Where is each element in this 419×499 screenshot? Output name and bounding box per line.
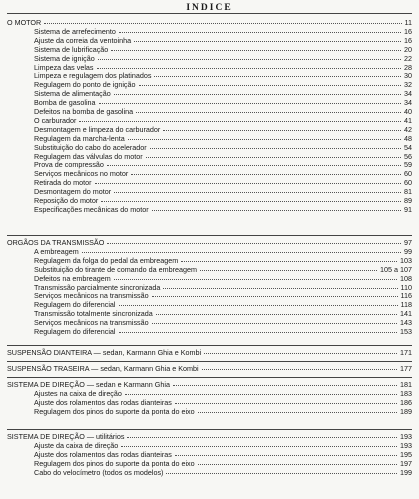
entry-label: Reposição do motor bbox=[34, 196, 99, 205]
entry-label: Regulagem da marcha-lenta bbox=[34, 133, 125, 143]
section-divider bbox=[7, 235, 412, 236]
toc-entry bbox=[0, 54, 419, 63]
section-title: SUSPENSÃO TRASEIRA — sedan, Karmann Ghia e Kombi bbox=[7, 364, 199, 373]
dot-leader bbox=[152, 210, 401, 211]
page-number: 171 bbox=[400, 348, 412, 357]
page-number: 181 bbox=[400, 380, 412, 389]
page-number: 60 bbox=[404, 178, 412, 188]
page-number: 193 bbox=[400, 432, 412, 441]
dot-leader bbox=[98, 59, 401, 60]
page-number: 32 bbox=[404, 80, 412, 90]
toc-entry bbox=[0, 450, 419, 459]
section-heading bbox=[0, 348, 419, 357]
section-title: ORGÃOS DA TRANSMISSÃO bbox=[7, 238, 105, 247]
section-heading bbox=[0, 432, 419, 441]
toc-entry bbox=[0, 407, 419, 416]
entry-label: Retirada do motor bbox=[34, 178, 92, 188]
toc-entry bbox=[0, 134, 419, 143]
dot-leader bbox=[97, 68, 401, 69]
page-number: 108 bbox=[400, 273, 412, 283]
section-title: SISTEMA DE DIREÇÃO — sedan e Karmann Ghia bbox=[7, 380, 170, 389]
dot-leader bbox=[173, 385, 397, 386]
dot-leader bbox=[107, 165, 401, 166]
entry-label: Ajustes na caixa de direção bbox=[34, 388, 122, 398]
dot-leader bbox=[44, 23, 402, 24]
toc-entry bbox=[0, 309, 419, 318]
entry-label: Ajuste da correia da ventoinha bbox=[34, 35, 132, 45]
dot-leader bbox=[152, 323, 397, 324]
toc-entry bbox=[0, 327, 419, 336]
toc-entry bbox=[0, 27, 419, 36]
entry-label: Serviços mecânicos na transmissão bbox=[34, 318, 149, 328]
page-number: 48 bbox=[404, 133, 412, 143]
toc-entry bbox=[0, 389, 419, 398]
page-number: 89 bbox=[404, 196, 412, 205]
section-title: SISTEMA DE DIREÇÃO — utilitários bbox=[7, 432, 125, 441]
entry-label: Desmontagem e limpeza do carburador bbox=[34, 124, 161, 134]
dot-leader bbox=[181, 261, 397, 262]
entry-label: Sistema de lubrificação bbox=[34, 44, 109, 54]
entry-label: Transmissão totalmente sincronizada bbox=[34, 309, 153, 319]
page-number: 153 bbox=[400, 327, 412, 336]
toc-entry bbox=[0, 169, 419, 178]
entry-label: Defeitos na embreagem bbox=[34, 273, 111, 283]
entry-label: Ajuste dos rolamentos das rodas dianteiras bbox=[34, 449, 172, 459]
entry-label: Serviços mecânicos na transmissão bbox=[34, 291, 149, 301]
page-number: 197 bbox=[400, 458, 412, 468]
entry-label: A embreagem bbox=[34, 246, 79, 256]
dot-leader bbox=[134, 41, 401, 42]
toc-entry bbox=[0, 89, 419, 98]
dot-leader bbox=[125, 394, 397, 395]
toc-entry bbox=[0, 36, 419, 45]
entry-label: Bomba de gasolina bbox=[34, 98, 96, 108]
entry-label: Transmissão parcialmente sincronizada bbox=[34, 282, 161, 292]
page-number: 81 bbox=[404, 187, 412, 197]
page-number: 195 bbox=[400, 449, 412, 459]
dot-leader bbox=[131, 174, 401, 175]
toc-entry bbox=[0, 45, 419, 54]
toc-entry bbox=[0, 300, 419, 309]
toc-entry bbox=[0, 178, 419, 187]
page-number: 189 bbox=[400, 406, 412, 416]
toc-entry bbox=[0, 205, 419, 214]
entry-label: Desmontagem do motor bbox=[34, 187, 112, 197]
page-number: 20 bbox=[404, 44, 412, 54]
page-number: 186 bbox=[400, 397, 412, 407]
dot-leader bbox=[154, 76, 401, 77]
toc-entry bbox=[0, 256, 419, 265]
entry-label: Regulagem da folga do pedal da embreagem bbox=[34, 255, 179, 265]
dot-leader bbox=[175, 455, 397, 456]
page-number: 16 bbox=[404, 26, 412, 36]
dot-leader bbox=[198, 464, 397, 465]
toc-entry bbox=[0, 318, 419, 327]
dot-leader bbox=[119, 32, 401, 33]
page-number: 28 bbox=[404, 62, 412, 72]
entry-label: Regulagem do ponto de ignição bbox=[34, 80, 136, 90]
entry-label: Regulagem do diferencial bbox=[34, 300, 116, 310]
dot-leader bbox=[111, 50, 401, 51]
dot-leader bbox=[82, 252, 401, 253]
page-number: 141 bbox=[400, 309, 412, 319]
toc-entry bbox=[0, 143, 419, 152]
page-number: 11 bbox=[404, 18, 412, 27]
toc-entry bbox=[0, 398, 419, 407]
dot-leader bbox=[101, 201, 401, 202]
section-divider bbox=[7, 429, 412, 430]
page-title: INDICE bbox=[186, 3, 233, 13]
page-number: 118 bbox=[400, 300, 412, 310]
page-number: 103 bbox=[400, 255, 412, 265]
page-number: 34 bbox=[404, 98, 412, 108]
toc-entry bbox=[0, 459, 419, 468]
toc-entry bbox=[0, 274, 419, 283]
toc-entry bbox=[0, 63, 419, 72]
entry-label: Cabo do velocímetro (todos os modelos) bbox=[34, 467, 164, 477]
toc-entry bbox=[0, 187, 419, 196]
section-divider bbox=[7, 345, 412, 346]
entry-label: Substituição do cabo do acelerador bbox=[34, 142, 147, 152]
toc-entry bbox=[0, 441, 419, 450]
page-number: 59 bbox=[404, 160, 412, 170]
page-number: 41 bbox=[404, 115, 412, 125]
page-number: 54 bbox=[404, 142, 412, 152]
entry-label: Limpeza das velas bbox=[34, 62, 94, 72]
toc-entry bbox=[0, 291, 419, 300]
entry-label: O carburador bbox=[34, 115, 77, 125]
dot-leader bbox=[127, 437, 397, 438]
entry-label: Especificações mecânicas do motor bbox=[34, 204, 149, 214]
section-title: SUSPENSÃO DIANTEIRA — sedan, Karmann Ghia e Kombi bbox=[7, 348, 202, 357]
dot-leader bbox=[163, 130, 401, 131]
page-number: 177 bbox=[400, 364, 412, 373]
page-number: 22 bbox=[404, 53, 412, 63]
page-number: 42 bbox=[404, 124, 412, 134]
toc-entry bbox=[0, 160, 419, 169]
toc-entry bbox=[0, 196, 419, 205]
dot-leader bbox=[128, 139, 401, 140]
section-divider bbox=[7, 377, 412, 378]
entry-label: Serviços mecânicos no motor bbox=[34, 169, 129, 179]
page-number: 143 bbox=[400, 318, 412, 328]
toc-entry bbox=[0, 152, 419, 161]
toc-entry bbox=[0, 98, 419, 107]
page-number: 199 bbox=[400, 467, 412, 477]
section-heading bbox=[0, 238, 419, 247]
dot-leader bbox=[200, 270, 377, 271]
dot-leader bbox=[152, 296, 398, 297]
dot-leader bbox=[198, 412, 397, 413]
toc-entry bbox=[0, 71, 419, 80]
section-heading bbox=[0, 364, 419, 373]
dot-leader bbox=[99, 103, 401, 104]
page-number: 97 bbox=[404, 238, 412, 247]
page-number: 183 bbox=[400, 388, 412, 398]
toc-entry bbox=[0, 283, 419, 292]
toc-entry bbox=[0, 468, 419, 477]
dot-leader bbox=[202, 369, 397, 370]
entry-label: Ajuste da caixa de direção bbox=[34, 440, 119, 450]
page-number: 193 bbox=[400, 440, 412, 450]
entry-label: Ajuste dos rolamentos das rodas dianteiras bbox=[34, 397, 172, 407]
toc-entry bbox=[0, 265, 419, 274]
dot-leader bbox=[119, 332, 397, 333]
entry-label: Prova de compressão bbox=[34, 160, 104, 170]
page-number: 16 bbox=[404, 35, 412, 45]
entry-label: Substituição do tirante de comando da embreagem bbox=[34, 264, 198, 274]
section-title: O MOTOR bbox=[7, 18, 42, 27]
page-number: 91 bbox=[404, 204, 412, 214]
dot-leader bbox=[136, 112, 401, 113]
toc-entry bbox=[0, 116, 419, 125]
page-number: 110 bbox=[400, 282, 412, 292]
dot-leader bbox=[95, 183, 401, 184]
dot-leader bbox=[114, 192, 401, 193]
entry-label: Sistema de alimentação bbox=[34, 89, 111, 99]
dot-leader bbox=[121, 446, 397, 447]
dot-leader bbox=[175, 403, 397, 404]
page-number: 105 a 107 bbox=[380, 264, 412, 274]
entry-label: Regulagem do diferencial bbox=[34, 327, 116, 336]
page-number: 40 bbox=[404, 107, 412, 116]
entry-label: Regulagem dos pinos do suporte da ponta do eixo bbox=[34, 458, 195, 468]
entry-label: Regulagem dos pinos do suporte da ponta do eixo bbox=[34, 406, 195, 416]
page-number: 34 bbox=[404, 89, 412, 99]
page-number: 116 bbox=[400, 291, 412, 301]
dot-leader bbox=[156, 314, 397, 315]
entry-label: Defeitos na bomba de gasolina bbox=[34, 107, 134, 116]
entry-label: Sistema de ignição bbox=[34, 53, 95, 63]
dot-leader bbox=[107, 243, 401, 244]
dot-leader bbox=[166, 473, 397, 474]
dot-leader bbox=[139, 85, 401, 86]
dot-leader bbox=[79, 121, 401, 122]
dot-leader bbox=[119, 305, 398, 306]
dot-leader bbox=[163, 288, 398, 289]
page-number: 99 bbox=[404, 246, 412, 256]
entry-label: Regulagem das válvulas do motor bbox=[34, 151, 143, 161]
section-divider bbox=[7, 361, 412, 362]
dot-leader bbox=[204, 353, 397, 354]
toc-entry bbox=[0, 80, 419, 89]
page-number: 56 bbox=[404, 151, 412, 161]
dot-leader bbox=[146, 157, 401, 158]
section-heading bbox=[0, 380, 419, 389]
dot-leader bbox=[150, 148, 401, 149]
page-number: 60 bbox=[404, 169, 412, 179]
toc-entry bbox=[0, 125, 419, 134]
dot-leader bbox=[114, 94, 401, 95]
toc-entry bbox=[0, 247, 419, 256]
section-heading bbox=[0, 18, 419, 27]
title-rule bbox=[7, 13, 412, 14]
dot-leader bbox=[114, 279, 397, 280]
entry-label: Sistema de arrefecimento bbox=[34, 26, 116, 36]
entry-label: Limpeza e regulagem dos platinados bbox=[34, 71, 152, 81]
page-number: 30 bbox=[404, 71, 412, 81]
toc-entry bbox=[0, 107, 419, 116]
